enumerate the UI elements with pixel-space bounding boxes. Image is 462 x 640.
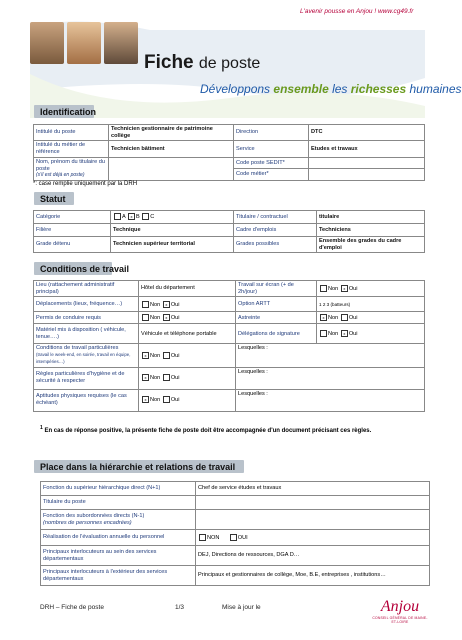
externe-value: Principaux et gestionnaires de collège, Moe, B.E, entreprises , institutions… bbox=[196, 566, 430, 586]
hygiene-lesquelles: Lesquelles : bbox=[236, 367, 425, 389]
cadre-value: Techniciens bbox=[317, 224, 425, 237]
grades-possibles-label: Grades possibles bbox=[234, 237, 317, 253]
particulieres-choices bbox=[139, 344, 236, 367]
contractuel-label: Titulaire / contractuel bbox=[234, 211, 317, 224]
non-label: Non bbox=[150, 375, 161, 382]
header-photos bbox=[30, 22, 138, 66]
sedit-value[interactable] bbox=[309, 157, 425, 169]
subord-label: Fonction des subordonnées directs (N-1) (nombres de personnes encadrées) bbox=[41, 510, 196, 530]
hygiene-non-checkbox[interactable] bbox=[142, 374, 149, 381]
evaluation-choices bbox=[196, 530, 430, 546]
direction-value: DTC bbox=[309, 125, 425, 141]
depl-oui-checkbox[interactable] bbox=[163, 301, 170, 308]
metier-code-label: Code métier* bbox=[234, 169, 309, 181]
delegation-label: Délégations de signature bbox=[236, 324, 317, 344]
eval-oui-label: OUI bbox=[237, 534, 248, 541]
conditions-table bbox=[33, 280, 425, 412]
oui-label: Oui bbox=[348, 331, 358, 338]
astreinte-choices bbox=[317, 312, 425, 324]
page-title: Fiche de poste bbox=[144, 52, 261, 73]
non-label: Non bbox=[150, 301, 161, 308]
contractuel-value: titulaire bbox=[317, 211, 425, 224]
identification-title: Identification bbox=[40, 106, 96, 117]
particulieres-non-checkbox[interactable] bbox=[142, 352, 149, 359]
photo-person-1 bbox=[30, 22, 64, 64]
oui-label: Oui bbox=[348, 285, 358, 292]
conditions-title: Conditions de travail bbox=[40, 263, 130, 274]
delegation-oui-checkbox[interactable] bbox=[341, 330, 348, 337]
n1-value: Chef de service études et travaux bbox=[196, 482, 430, 496]
grade-label: Grade détenu bbox=[34, 237, 111, 253]
photo-person-3 bbox=[104, 22, 138, 64]
particulieres-lesquelles: Lesquelles : bbox=[236, 344, 425, 367]
particulieres-label: Conditions de travail particulières (travail le week-end, en soirée, travail en équipe, intempéries…) bbox=[34, 344, 139, 367]
poste-value: Technicien gestionnaire de patrimoine collège bbox=[109, 125, 234, 141]
eval-non-label: NON bbox=[207, 534, 220, 541]
statut-table bbox=[33, 210, 425, 253]
non-label: Non bbox=[328, 331, 339, 338]
permis-oui-checkbox[interactable] bbox=[163, 314, 170, 321]
artt-label: Option ARTT bbox=[236, 297, 317, 312]
oui-label: Oui bbox=[170, 397, 180, 404]
oui-label: Oui bbox=[170, 301, 180, 308]
grades-possibles-value: Ensemble des grades du cadre d'emploi bbox=[317, 237, 425, 253]
filiere-value: Technique bbox=[111, 224, 234, 237]
subord-value[interactable] bbox=[196, 510, 430, 530]
hierarchie-title: Place dans la hiérarchie et relations de travail bbox=[40, 461, 236, 472]
footer-page: 1/3 bbox=[175, 604, 185, 611]
non-label: Non bbox=[328, 315, 339, 322]
metier-code-value[interactable] bbox=[309, 169, 425, 181]
categorie-choices bbox=[111, 211, 234, 224]
materiel-value: Véhicule et téléphone portable bbox=[139, 324, 236, 344]
materiel-label: Matériel mis à disposition ( véhicule, tenue….) bbox=[34, 324, 139, 344]
ecran-choices bbox=[317, 281, 425, 297]
aptitudes-label: Aptitudes physiques requises (le cas échéant) bbox=[34, 389, 139, 411]
permis-label: Permis de conduire requis bbox=[34, 312, 139, 324]
interne-label: Principaux interlocuteurs au sein des services départementaux bbox=[41, 546, 196, 566]
depl-choices bbox=[139, 297, 236, 312]
artt-value: 1 2 3 (batteurs) bbox=[317, 297, 425, 312]
non-label: Non bbox=[328, 285, 339, 292]
evaluation-label: Réalisation de l'évaluation annuelle du personnel bbox=[41, 530, 196, 546]
aptitudes-choices bbox=[139, 389, 236, 411]
interne-value: DEJ, Directions de ressources, DGA D… bbox=[196, 546, 430, 566]
lieu-value: Hôtel du département bbox=[139, 281, 236, 297]
aptitudes-lesquelles: Lesquelles : bbox=[236, 389, 425, 411]
non-label: Non bbox=[150, 352, 161, 359]
astreinte-oui-checkbox[interactable] bbox=[341, 314, 348, 321]
titulaire-value[interactable] bbox=[109, 157, 234, 180]
service-value: Etudes et travaux bbox=[309, 141, 425, 157]
oui-label: Oui bbox=[170, 375, 180, 382]
oui-label: Oui bbox=[170, 315, 180, 322]
conditions-footnote: $^1$ En cas de réponse positive, la présente fiche de poste doit être accompagnée d'un document précisant ces règles. bbox=[40, 425, 372, 434]
astreinte-non-checkbox[interactable] bbox=[320, 314, 327, 321]
aptitudes-oui-checkbox[interactable] bbox=[163, 396, 170, 403]
hygiene-oui-checkbox[interactable] bbox=[163, 374, 170, 381]
cat-c-checkbox[interactable] bbox=[142, 213, 149, 220]
depl-label: Déplacements (lieux, fréquence…) bbox=[34, 297, 139, 312]
titulaire-poste-label: Titulaire du poste bbox=[41, 496, 196, 510]
sedit-label: Code poste SEDIT* bbox=[234, 157, 309, 169]
cat-c-label: C bbox=[150, 214, 155, 221]
grade-value: Technicien supérieur territorial bbox=[111, 237, 234, 253]
anjou-logo: Anjou CONSEIL GÉNÉRAL DE MAINE-ET-LOIRE bbox=[372, 598, 428, 624]
poste-label: Intitulé du poste bbox=[34, 125, 109, 141]
identification-table bbox=[33, 124, 425, 181]
hygiene-choices bbox=[139, 367, 236, 389]
hygiene-label: Règles particulières d'hygiène et de sécurité à respecter bbox=[34, 367, 139, 389]
n1-label: Fonction du supérieur hiérarchique direct (N+1) bbox=[41, 482, 196, 496]
particulieres-oui-checkbox[interactable] bbox=[163, 352, 170, 359]
metier-label: Intitulé du métier de référence bbox=[34, 141, 109, 157]
permis-choices bbox=[139, 312, 236, 324]
cat-a-checkbox[interactable] bbox=[114, 213, 121, 220]
direction-label: Direction bbox=[234, 125, 309, 141]
externe-label: Principaux interlocuteurs à l'extérieur des services départementaux bbox=[41, 566, 196, 586]
lieu-label: Lieu (rattachement administratif principal) bbox=[34, 281, 139, 297]
oui-label: Oui bbox=[170, 352, 180, 359]
permis-non-checkbox[interactable] bbox=[142, 314, 149, 321]
statut-title: Statut bbox=[40, 193, 66, 204]
titulaire-poste-value[interactable] bbox=[196, 496, 430, 510]
cat-b-label: B bbox=[136, 214, 140, 221]
astreinte-label: Astreinte bbox=[236, 312, 317, 324]
depl-non-checkbox[interactable] bbox=[142, 301, 149, 308]
eval-oui-checkbox[interactable] bbox=[230, 534, 237, 541]
hierarchie-table bbox=[40, 481, 430, 586]
cat-b-checkbox[interactable] bbox=[128, 213, 135, 220]
tagline: L'avenir pousse en Anjou ! www.cg49.fr bbox=[300, 8, 414, 15]
ecran-oui-checkbox[interactable] bbox=[341, 285, 348, 292]
delegation-choices bbox=[317, 324, 425, 344]
cadre-label: Cadre d'emplois bbox=[234, 224, 317, 237]
non-label: Non bbox=[150, 397, 161, 404]
ecran-label: Travail sur écran (+ de 2h/jour) bbox=[236, 281, 317, 297]
photo-person-2 bbox=[67, 22, 101, 64]
aptitudes-non-checkbox[interactable] bbox=[142, 396, 149, 403]
footer-left: DRH – Fiche de poste bbox=[40, 604, 104, 611]
delegation-non-checkbox[interactable] bbox=[320, 330, 327, 337]
filiere-label: Filière bbox=[34, 224, 111, 237]
categorie-label: Catégorie bbox=[34, 211, 111, 224]
oui-label: Oui bbox=[348, 315, 358, 322]
titulaire-label: Nom, prénom du titulaire du poste (s'il est déjà en poste) bbox=[34, 157, 109, 180]
identification-note: *: case remplie uniquement par la DRH bbox=[33, 181, 138, 187]
service-label: Service bbox=[234, 141, 309, 157]
cat-a-label: A bbox=[122, 214, 126, 221]
metier-value: Technicien bâtiment bbox=[109, 141, 234, 157]
footer-right: Mise à jour le bbox=[222, 604, 261, 611]
eval-non-checkbox[interactable] bbox=[199, 534, 206, 541]
ecran-non-checkbox[interactable] bbox=[320, 285, 327, 292]
non-label: Non bbox=[150, 315, 161, 322]
slogan: Développons ensemble les richesses humaines bbox=[200, 82, 462, 96]
